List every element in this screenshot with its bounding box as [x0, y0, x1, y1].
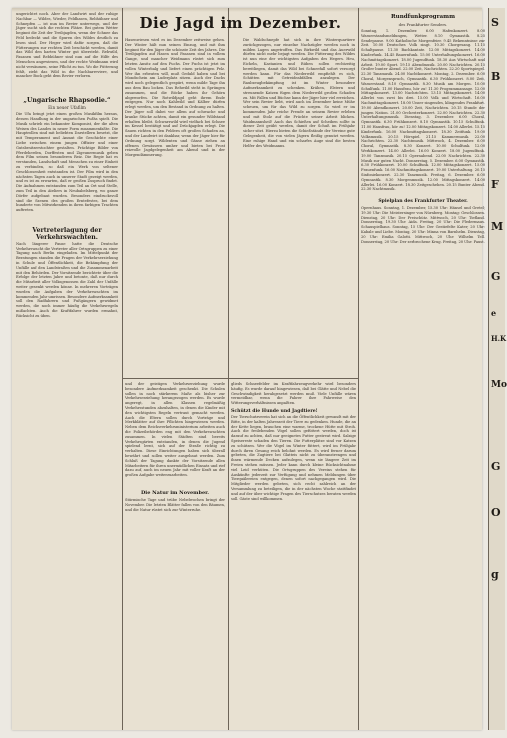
article-headline: Vertreterlagung der Verkehrswachten.	[32, 226, 102, 241]
article-subheadline: Ein neuer Ufafilm	[48, 105, 86, 111]
edge-letter: H.K	[491, 334, 507, 343]
article-headline: „Ungarische Rhapsodie.“	[23, 97, 111, 105]
article-text: Die Waldschnepfe hat sich in ihre Winterquartiere zurückgezogen, nur einzelne Nachzügler werden noch in milden Lagen angetroffen. Das Birkwild und das Auerwild dürfen nicht mehr bejagt werden. Die Fütterung des Wildes ist nun eine der wichtigsten Aufgaben des Hegers. Heu, Eicheln, Kastanien und Rüben sollen rechtzeitig bereitliegen, damit das Wild bei Schneefall sofort versorgt werden kann. Für das Niederwild empfiehlt es sich, Schütten mit Getreideabfällen anzulegen. Der Raubzeugbekämpfung ist im Winter besondere Aufmerksamkeit zu schenken. Krähen, Elstern und streunende Katzen fügen dem Niederwild großen Schaden zu. Mit Fallen und Büchse kann der Jäger hier viel erreichen. Wer sein Revier liebt, wird auch im Dezember keine Mühe scheuen, um für das Wild zu sorgen. So wird er im kommenden Jahr reiche Freude an seinem Revier erleben und mit Stolz auf die Früchte seiner Arbeit blicken. Waidmannsheil! Auch das Schießen auf Scheiben sollte in dieser Zeit geübt werden, damit der Schuß im Frühjahr sicher sitzt. Hierzu bieten die Schießstände der Vereine gute Gelegenheit, die von vielen Jägern fleißig genutzt werden. Eine ruhige Hand und ein scharfes Auge sind die besten Helfer des Weidmanns.	[243, 38, 355, 148]
edge-letter: O	[491, 506, 501, 519]
column-center-bottom-right	[231, 382, 356, 728]
main-headline: Die Jagd im Dezember.	[139, 14, 342, 32]
edge-letter: S	[491, 16, 499, 29]
article-headline: Die Natur im November.	[140, 489, 210, 496]
edge-letter: M	[491, 220, 504, 233]
edge-letter: Mo	[491, 380, 507, 390]
column-center-top	[125, 12, 356, 376]
article-text: und der geistigen Verkehrserziehung wurde besondere Aufmerksamkeit geschenkt. Die Schulen sollen in noch stärkerem Maße als bisher zur Verkehrserziehung herangezogen werden. Es wurde angeregt, in allen Klassen regelmäßig Verkehrsstunden abzuhalten, in denen die Kinder mit den wichtigsten Regeln vertraut gemacht werden. Auch die Eltern sollen durch Vorträge und Merkblätter auf ihre Pflichten hingewiesen werden. Neben dem Reichsverkehrsministerium arbeiten auch die Polizeibehörden eng mit den Verkehrswachten zusammen. In vielen Städten sind bereits Verkehrsgärten entstanden, in denen die Jugend spielend lernt, sich auf der Straße richtig zu verhalten. Diese Einrichtungen haben sich überall bewährt und sollen weiter ausgebaut werden. Zum Schluß der Tagung dankte der Vorsitzende allen Mitarbeitern für ihren unermüdlichen Einsatz und rief dazu auf, auch im neuen Jahr mit voller Kraft an der großen Aufgabe weiterzuarbeiten.	[125, 382, 225, 478]
edge-letter: G	[491, 270, 501, 283]
section-rule	[123, 378, 358, 379]
column-right	[361, 12, 485, 728]
newspaper-page	[12, 8, 507, 730]
edge-letter: B	[491, 70, 501, 83]
column-rule	[122, 8, 123, 730]
article-text: Hasenwiesen wird es im Dezember zeitweise gehen. Der Winter hält nun seinen Einzug, und mit ihm beginnt für den Jäger die schönste Zeit des Jahres. Die Treibjagden auf Hasen und Fasanen sind in vollem Gange, und mancher Weidmann rüstet sich zum letzten Ansitz auf den Fuchs. Der Fuchs ist jetzt im vollen Winterbalg und liefert einen prächtigen Pelz. Wer ihn erbeuten will, muß Geduld haben und bei Mondschein am Luderplatz sitzen. Auch der Dachs wird noch gelegentlich gespürt, wenn milde Tage ihn aus dem Bau locken. Das Rehwild steht in Sprüngen zusammen, und die Böcke haben ihr Gehörn abgeworfen. Die Rotwildjagd geht ihrem Ende entgegen. Nur noch Kahlwild und Kälber dürfen erlegt werden, um den Bestand in Ordnung zu halten. Der Jäger soll dabei vor allem auf schwache und kranke Stücke achten, damit ein gesunder Wildstand erhalten bleibt. Schwarzwild wird vielfach bei Schnee im Kessel bestätigt und auf Drückjagden erlegt. Die Sauen richten in den Feldern oft großen Schaden an, und der Landwirt ist dankbar, wenn der Jäger hier für Ordnung sorgt. Wildenten und Gänse ziehen an offenen Gewässern umher und bieten bei Frost reizvolle Jagdgelegenheit am Abend und in der Morgendämmerung.	[125, 38, 225, 158]
edge-letter: G	[491, 460, 501, 473]
article-text: Nach längerer Pause hatte die Deutsche Verkehrswacht die Vertreter aller Ortsgruppen zu einer Tagung nach Berlin eingeladen. Im Mittelpunkt der Beratungen standen die Fragen der Verkehrserziehung in Schule und Öffentlichkeit, die Bekämpfung der Unfälle auf den Landstraßen und die Zusammenarbeit mit den Behörden. Der Vorsitzende berichtete über die Erfolge der letzten Jahre und betonte, daß nur durch die Mitarbeit aller Volksgenossen die Zahl der Unfälle weiter gesenkt werden könne. In mehreren Vorträgen wurden die Aufgaben der Verkehrswachten im kommenden Jahr umrissen. Besondere Aufmerksamkeit soll den Radfahrern und Fußgängern gewidmet werden, die noch immer häufig die Verkehrsregeln mißachten. Auch die Kraftfahrer wurden ermahnt, Rücksicht zu üben.	[16, 241, 118, 318]
program-listing: Sonntag, 1. Dezember. 6.00 Hafenkonzert. 8.00 Wasserstandsmeldungen, Wetter. 8.10 Gymnastik. 8.25 Sendepause. 9.00 Katholische Morgenfeier. 9.45 Bekenntnisse zur Zeit. 10.00 Deutsches Volk singt. 10.30 Chorgesang. 11.15 Schaltpause. 11.30 Bachkantate. 12.00 Mittagskonzert. 14.00 Kinderfunk. 14.45 Bauernfunk. 15.00 Unterhaltungskonzert. 16.00 Nachmittagskonzert. 18.00 Jugendfunk. 18.30 Aus Wirtschaft und Arbeit. 19.00 Sport. 19.15 Abendmusik. 20.00 Nachrichten. 20.15 Großer bunter Abend. 22.00 Zeit, Nachrichten. 22.20 Sportspiegel. 22.30 Tanzmusik. 24.00 Nachtkonzert. Montag, 2. Dezember. 6.00 Choral, Morgenspruch, Gymnastik. 6.30 Frühkonzert. 8.00 Zeit, Wasserstand. 8.10 Gymnastik. 8.30 Musik am Morgen. 10.00 Schulfunk. 11.00 Hausfrau, hör zu! 11.30 Programmansage. 12.00 Mittagskonzert. 13.00 Nachrichten. 13.15 Mittagskonzert. 14.00 Allerlei von zwei bis drei. 15.00 Volk und Wirtschaft. 16.00 Nachmittagskonzert. 18.00 Unser singendes, klingendes Frankfurt. 19.00 Abendkonzert. 20.00 Zeit, Nachrichten. 20.15 Stunde der jungen Nation. 21.00 Orchesterkonzert. 22.00 Nachrichten. 22.30 Unterhaltungsmusik. Dienstag, 3. Dezember. 6.00 Choral, Gymnastik. 6.30 Frühkonzert. 8.10 Gymnastik. 10.15 Schulfunk. 11.00 Hausfrau, hör zu! 12.00 Mittagskonzert. 14.00 Allerlei. 15.15 Kinderfunk. 16.00 Nachmittagskonzert. 18.30 Zeitfunk. 19.00 Volksmusik. 20.15 Hörspiel. 21.15 Kammermusik. 22.00 Nachrichten. 22.30 Nachtmusik. Mittwoch, 4. Dezember. 6.00 Choral, Gymnastik. 8.30 Konzert. 10.00 Schulfunk. 12.00 Werkkonzert. 14.00 Allerlei. 16.00 Konzert. 18.00 Jugendfunk. 19.00 Tanzmusik. 20.15 Opernabend. 22.00 Nachrichten. 22.30 Musik zur guten Nacht. Donnerstag, 5. Dezember. 6.00 Gymnastik. 6.30 Frühkonzert. 10.00 Schulfunk. 12.00 Mittagskonzert. 15.00 Frauenfunk. 16.00 Nachmittagskonzert. 19.00 Unterhaltung. 20.15 Sinfoniekonzert. 22.30 Tanzmusik. Freitag, 6. Dezember. 6.00 Gymnastik. 8.30 Morgenmusik. 12.00 Mittagskonzert. 14.00 Allerlei. 16.00 Konzert. 18.30 Zeitgeschehen. 20.15 Bunter Abend. 22.30 Nachtmusik.	[361, 29, 485, 192]
article-headline: Rundfunkprogramm	[390, 14, 456, 20]
column-center-bottom-left	[125, 382, 225, 728]
article-subheadline: Schützt die Hunde und Jagdtiere!	[231, 408, 318, 414]
column-left	[16, 12, 118, 728]
edge-letter: F	[491, 178, 499, 191]
article-text: glieds Schneefelder im Kraftfahrzeugverkehr wird besonders häufig. Es wurde darauf hingewiesen, daß bei Glätte und Nebel die Geschwindigkeit herabgesetzt werden muß. Viele Unfälle wären vermeidbar, wenn die Fahrer ihre Fahrweise den Witterungsverhältnissen anpaßten.	[231, 382, 356, 406]
adjacent-page-edge	[488, 8, 505, 730]
edge-letter: g	[491, 568, 499, 581]
article-text: ungerichtet noch. Aber der Landwirt und der ruhige Nachbar — Wildes, Wieder, Feldhasen, Rebhühner und Schnepfen — ist nun im Revier unterwegs, und der Jäger sucht sich die rechten Plätze. Bei gutem Wetter beginnt die Zeit der Treibjagden, wenn der Schnee das Feld bedeckt und die Spuren des Wildes deutlich zu lesen sind. Der Heger wird dafür sorgen, daß die Fütterungen zur rechten Zeit beschickt werden, damit das Wild den harten Winter gut übersteht. Rehwild, Fasanen und Rebhühner sind nun auf die Hilfe des Menschen angewiesen, und der rechte Weidmann wird nicht versäumen, seine Pflicht zu tun. Wo die Fütterung fehlt, zieht das Wild in die Nachbarreviere, und mancher Bock geht dem Revier verloren.	[16, 12, 118, 79]
edge-letter: e	[491, 308, 497, 318]
article-headline: Spielplan des Frankfurter Theater.	[378, 199, 468, 205]
theater-listing: Opernhaus. Sonntag, 1. Dezember, 15.30 Uhr: Hänsel und Gretel; 19.30 Uhr: Die Meistersinger von Nürnberg. Montag: Geschlossen. Dienstag, 20 Uhr: Der Freischütz. Mittwoch, 20 Uhr: Tiefland. Donnerstag, 19.30 Uhr: Aida. Freitag, 20 Uhr: Die Fledermaus. Schauspielhaus. Sonntag, 15 Uhr: Der Gestiefelte Kater; 20 Uhr: Kabale und Liebe. Montag, 20 Uhr: Minna von Barnhelm. Dienstag, 20 Uhr: Emilia Galotti. Mittwoch, 20 Uhr: Wilhelm Tell. Donnerstag, 20 Uhr: Der zerbrochene Krug. Freitag, 20 Uhr: Faust.	[361, 206, 485, 244]
column-rule	[358, 8, 359, 730]
article-text: Der Tierschutzverein hat sich an die Öffentlichkeit gewandt mit der Bitte, in der kalten Jahreszeit der Tiere zu gedenken. Hunde, die an der Kette liegen, brauchen eine warme, trockene Hütte mit Stroh. Auch die freilebenden Vögel sollen gefüttert werden, doch ist darauf zu achten, daß nur geeignetes Futter gestreut wird. Salzige Speisereste schaden den Tieren. Die Futterplätze sind vor Katzen zu schützen. Wer die Vögel im Winter füttert, wird im Frühjahr durch ihren Gesang reich belohnt werden. Es wird ferner darum gebeten, die Zugtiere bei Glatteis nicht zu überanstrengen und ihnen wärmende Decken aufzulegen, wenn sie längere Zeit im Freien stehen müssen. Jeder kann durch kleine Rücksichtnahme viel Leid verhüten. Die Ortsgruppen des Vereins stehen für Auskünfte jederzeit zur Verfügung und nehmen Meldungen über Tierquälereien entgegen, denen sofort nachgegangen wird. Die Mitglieder werden gebeten, sich recht zahlreich an der Versammlung zu beteiligen, die in der nächsten Woche stattfindet und auf der über wichtige Fragen des Tierschutzes beraten werden soll. Gäste sind willkommen.	[231, 414, 356, 501]
article-subheadline: des Frankfurter Senders.	[398, 22, 448, 27]
article-text: Die Ufa bringt jetzt einen großen Musikfilm heraus, dessen Handlung in der ungarischen Pußta spielt. Die Musik schrieb ein bekannter Komponist, der die alten Weisen des Landes in neuer Form zusammenfaßte. Die Hauptrollen sind mit beliebten Darstellern besetzt, die mit Temperament und Anmut die Geschichte einer Liebe zwischen einem jungen Offizier und einer Gutsbesitzerstochter gestalten. Prächtige Bilder von Pferdeherden, Dorffesten und Zigeunermusik geben dem Film seinen besonderen Reiz. Die Regie hat es verstanden, Landschaft und Menschen zu einer Einheit zu verbinden, so daß ein Werk von seltener Geschlossenheit entstanden ist. Der Film wird in den nächsten Tagen auch in unserer Stadt gezeigt werden, und es ist zu erwarten, daß er großen Zuspruch findet. Die Aufnahmen entstanden zum Teil an Ort und Stelle, zum Teil in den Ateliers in Neubabelsberg, wo ganze Dörfer aufgebaut wurden. Besonders eindrucksvoll sind die Szenen des großen Erntefestes, bei dem hunderte von Mitwirkenden in ihren farbigen Trachten auftreten.	[16, 112, 118, 213]
article-text: Stürmische Tage und trübe Nebelwochen bringt der November. Die letzten Blätter fallen von den Bäumen, und die Natur rüstet sich zur Winterruhe.	[125, 497, 225, 512]
